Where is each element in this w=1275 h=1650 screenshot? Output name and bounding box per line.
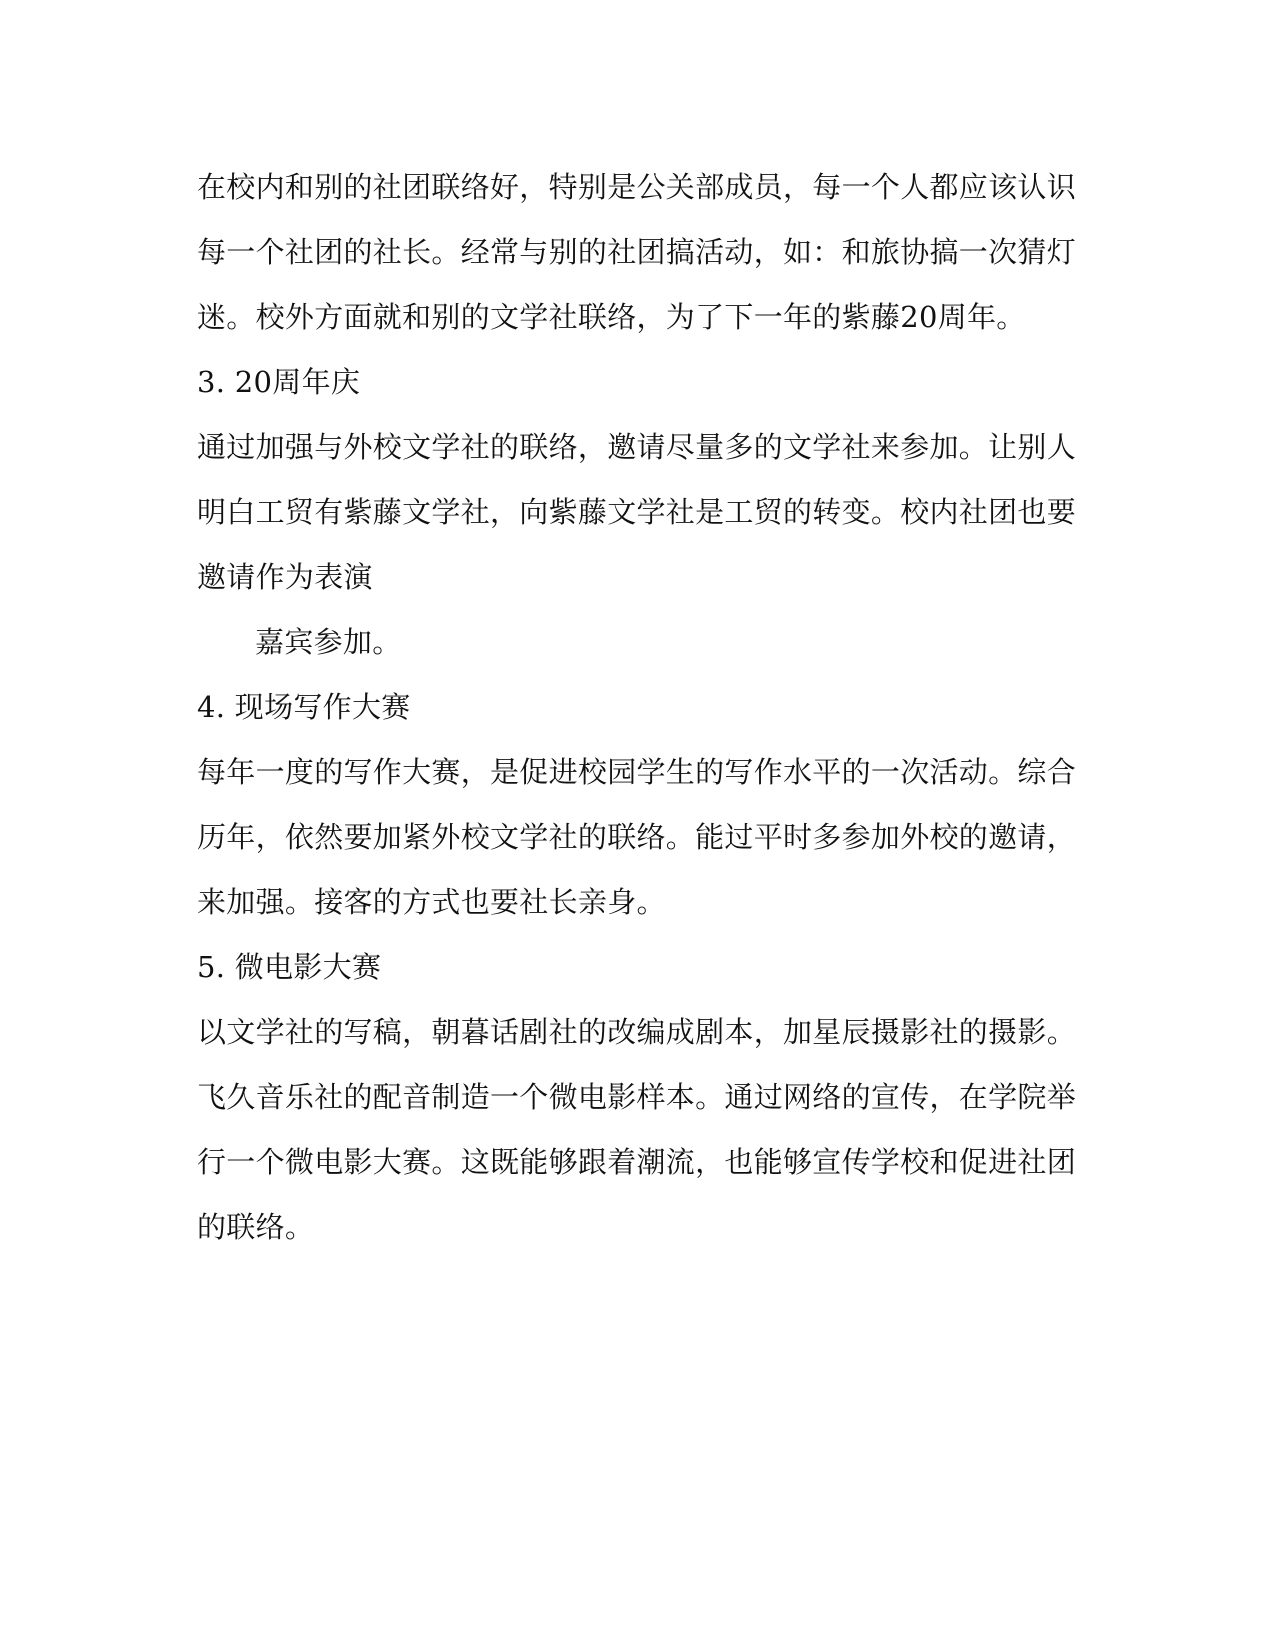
section-heading: 5. 微电影大赛 <box>197 950 382 984</box>
paragraph-line: 行一个微电影大赛。这既能够跟着潮流，也能够宣传学校和促进社团 <box>197 1145 1077 1179</box>
paragraph-line: 以文学社的写稿，朝暮话剧社的改编成剧本，加星辰摄影社的摄影。 <box>197 1015 1077 1049</box>
paragraph-line: 通过加强与外校文学社的联络，邀请尽量多的文学社来参加。让别人 <box>197 430 1077 464</box>
paragraph-line: 在校内和别的社团联络好，特别是公关部成员，每一个人都应该认识 <box>197 170 1077 204</box>
section-heading: 3. 20周年庆 <box>197 365 361 399</box>
paragraph-line: 邀请作为表演 <box>197 560 373 594</box>
paragraph-line: 每一个社团的社长。经常与别的社团搞活动，如：和旅协搞一次猜灯 <box>197 235 1077 269</box>
document-body <box>197 160 1077 1265</box>
paragraph-line: 迷。校外方面就和别的文学社联络，为了下一年的紫藤20周年。 <box>197 300 1026 334</box>
paragraph-line: 的联络。 <box>197 1210 315 1244</box>
paragraph-line: 嘉宾参加。 <box>255 625 402 659</box>
section-heading: 4. 现场写作大赛 <box>197 690 411 724</box>
paragraph-line: 来加强。接客的方式也要社长亲身。 <box>197 885 666 919</box>
paragraph-line: 明白工贸有紫藤文学社，向紫藤文学社是工贸的转变。校内社团也要 <box>197 495 1077 529</box>
paragraph-line: 每年一度的写作大赛，是促进校园学生的写作水平的一次活动。综合 <box>197 755 1077 789</box>
paragraph-line: 历年，依然要加紧外校文学社的联络。能过平时多参加外校的邀请， <box>197 820 1077 854</box>
paragraph-line: 飞久音乐社的配音制造一个微电影样本。通过网络的宣传，在学院举 <box>197 1080 1077 1114</box>
